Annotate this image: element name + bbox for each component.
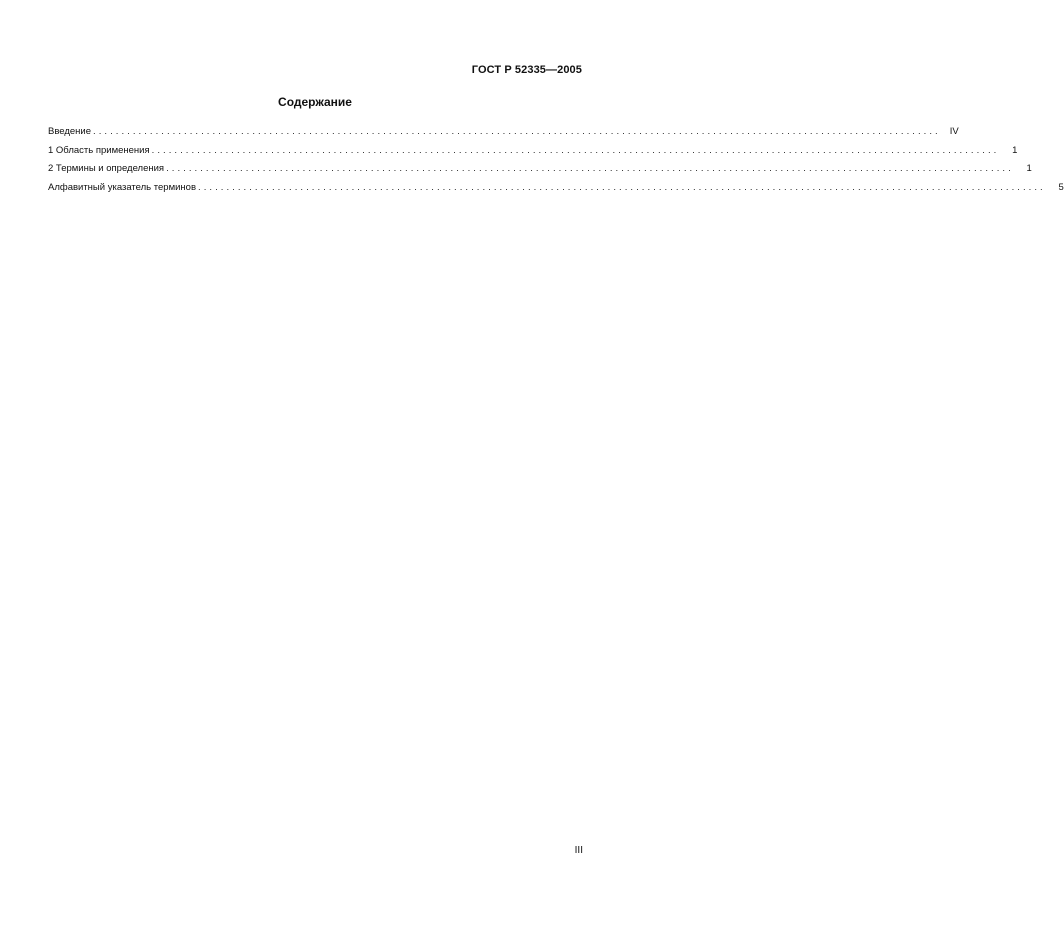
toc-entry-page: 1 [1012, 144, 1018, 156]
toc-entry-label: Алфавитный указатель терминов [48, 181, 196, 193]
page-number: III [574, 845, 583, 856]
toc-entry-label: Введение [48, 126, 92, 137]
toc-entry-label: 1 Область применения [48, 144, 150, 156]
toc-entry-page: 5 [1058, 181, 1064, 193]
toc-leader-dots: ..................................................................................................................................................... [93, 126, 941, 137]
toc-entry-page: IV [949, 126, 959, 137]
toc-leader-dots: ..................................................................................................................................................... [151, 144, 1000, 156]
toc-entry-introduction[interactable] [48, 126, 959, 145]
toc-entry-terms[interactable] [48, 163, 1032, 182]
toc-entry-page: 1 [1026, 163, 1032, 174]
document-code: ГОСТ Р 52335—2005 [471, 64, 582, 76]
toc-entry-index[interactable] [48, 181, 1064, 201]
toc-entry-scope[interactable] [48, 144, 1018, 164]
toc-leader-dots: ..................................................................................................................................................... [166, 163, 1014, 174]
toc-entry-label: 2 Термины и определения [48, 163, 165, 174]
table-of-contents [48, 126, 1064, 200]
toc-title: Содержание [278, 95, 352, 109]
toc-leader-dots: ..................................................................................................................................................... [198, 181, 1046, 193]
